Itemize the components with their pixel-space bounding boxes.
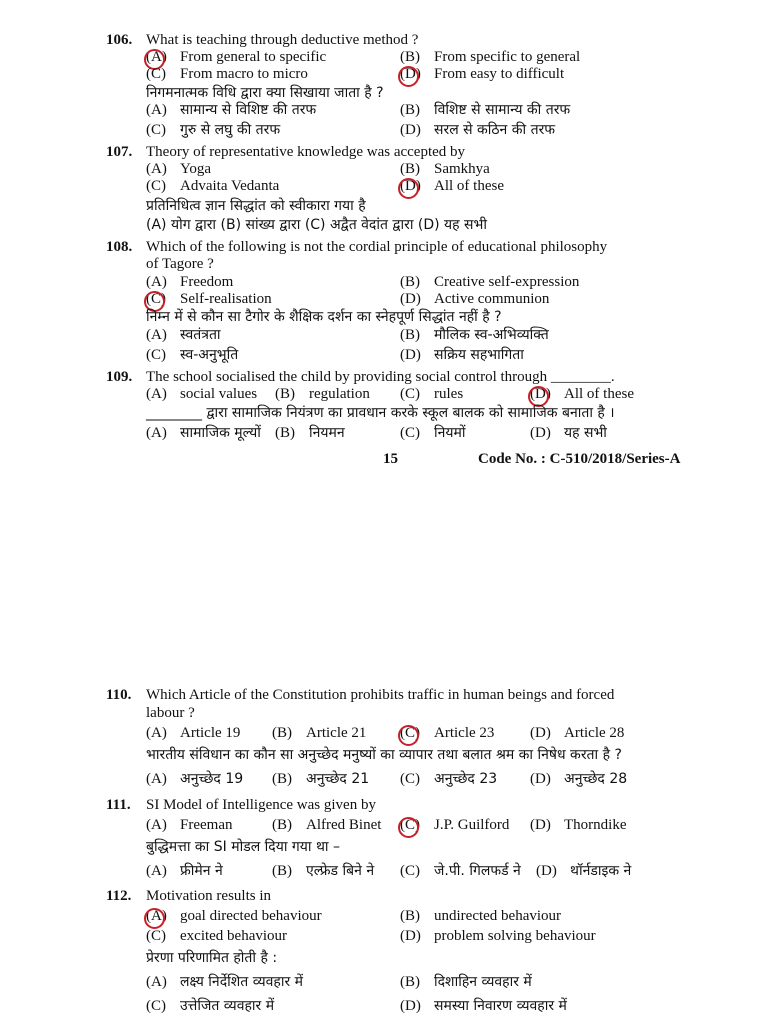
question-text-hi: ________ द्वारा सामाजिक नियंत्रण का प्रावधान करके स्कूल बालक को सामाजिक बनाता है । (146, 405, 615, 421)
option-a: (A) Yoga (146, 161, 211, 177)
option-d-hi: (D) सरल से कठिन की तरफ (400, 122, 556, 138)
question-text-hi: भारतीय संविधान का कौन सा अनुच्छेद मनुष्यों का व्यापार तथा बलात श्रम का निषेध करता है ? (146, 747, 622, 763)
option-a-hi: (A) अनुच्छेद 19 (146, 771, 244, 787)
option-c-hi: (C) स्व-अनुभूति (146, 347, 239, 363)
option-a-hi: (A) लक्ष्य निर्देशित व्यवहार में (146, 974, 303, 990)
question-text-en: The school socialised the child by providing social control through ________. (146, 369, 615, 385)
option-c: (C) From macro to micro (146, 66, 308, 82)
option-c: (C) Advaita Vedanta (146, 178, 280, 194)
question-text-en: Motivation results in (146, 888, 271, 904)
option-b-hi: (B) मौलिक स्व-अभिव्यक्ति (400, 327, 549, 343)
option-d: (D) Article 28 (530, 725, 625, 741)
question-text-hi: बुद्धिमत्ता का SI मोडल दिया गया था – (146, 839, 341, 855)
option-c: (C) rules (400, 386, 464, 402)
question-number: 106. (106, 32, 133, 48)
option-c-hi: (C) नियमों (400, 425, 466, 441)
option-a-hi: (A) सामाजिक मूल्यों (146, 425, 261, 441)
option-c: (C) Self-realisation (146, 291, 272, 307)
question-text-en-cont: labour ? (146, 705, 195, 721)
question-text-en: Theory of representative knowledge was accepted by (146, 144, 466, 160)
option-c-hi: (C) अनुच्छेद 23 (400, 771, 498, 787)
option-b: (B) undirected behaviour (400, 908, 562, 924)
question-text-en: What is teaching through deductive method ? (146, 32, 419, 48)
question-text-en: Which Article of the Constitution prohibits traffic in human beings and forced (146, 687, 615, 703)
option-a-hi: (A) स्वतंत्रता (146, 327, 221, 343)
option-a: (A) social values (146, 386, 258, 402)
question-number: 107. (106, 144, 133, 160)
option-a: (A) goal directed behaviour (146, 908, 322, 924)
option-d-hi: (D) यह सभी (530, 425, 607, 441)
option-b: (B) Alfred Binet (272, 817, 382, 833)
option-d: (D) Thorndike (530, 817, 627, 833)
question-text-hi: निम्न में से कौन सा टैगोर के शैक्षिक दर्शन का स्नेहपूर्ण सिद्धांत नहीं है ? (146, 309, 502, 325)
option-b-hi: (B) एल्फ्रेड बिने ने (272, 863, 375, 879)
option-b: (B) Samkhya (400, 161, 490, 177)
question-text-hi: प्रतिनिधित्व ज्ञान सिद्धांत को स्वीकारा गया है (146, 198, 366, 214)
option-d: (D) All of these (530, 386, 634, 402)
question-text-hi: निगमनात्मक विधि द्वारा क्या सिखाया जाता है ? (146, 85, 384, 101)
option-b-hi: (B) दिशाहिन व्यवहार में (400, 974, 532, 990)
option-b: (B) Creative self-expression (400, 274, 580, 290)
options-hi-line: (A) योग द्वारा (B) सांख्य द्वारा (C) अद्वैत वेदांत द्वारा (D) यह सभी (146, 217, 487, 233)
option-d-hi: (D) समस्या निवारण व्यवहार में (400, 998, 567, 1014)
question-number: 110. (106, 687, 132, 703)
question-number: 109. (106, 369, 133, 385)
option-c-hi: (C) उत्तेजित व्यवहार में (146, 998, 275, 1014)
option-c-hi: (C) जे.पी. गिलफर्ड ने (400, 863, 521, 879)
option-b-hi: (B) विशिष्ट से सामान्य की तरफ (400, 102, 571, 118)
option-c: (C) J.P. Guilford (400, 817, 510, 833)
option-d: (D) All of these (400, 178, 504, 194)
question-number: 108. (106, 239, 133, 255)
page-number: 15 (383, 451, 398, 467)
option-c-hi: (C) गुरु से लघु की तरफ (146, 122, 281, 138)
option-a: (A) From general to specific (146, 49, 327, 65)
option-d-hi: (D) थॉर्नडाइक ने (536, 863, 632, 879)
option-b-hi: (B) अनुच्छेद 21 (272, 771, 370, 787)
option-b: (B) regulation (275, 386, 370, 402)
question-text-hi: प्रेरणा परिणामित होती है : (146, 950, 278, 966)
option-d-hi: (D) सक्रिय सहभागिता (400, 347, 524, 363)
option-a: (A) Freedom (146, 274, 234, 290)
question-number: 111. (106, 797, 131, 813)
cropped-previous-line (146, 2, 476, 12)
option-d: (D) Active communion (400, 291, 550, 307)
option-a-hi: (A) फ्रीमेन ने (146, 863, 223, 879)
question-number: 112. (106, 888, 132, 904)
question-text-en: SI Model of Intelligence was given by (146, 797, 376, 813)
option-a: (A) Freeman (146, 817, 233, 833)
option-c: (C) excited behaviour (146, 928, 288, 944)
option-d: (D) From easy to difficult (400, 66, 565, 82)
option-b: (B) Article 21 (272, 725, 367, 741)
question-text-en: Which of the following is not the cordial principle of educational philosophy (146, 239, 608, 255)
code-number: Code No. : C-510/2018/Series-A (478, 451, 681, 467)
option-a-hi: (A) सामान्य से विशिष्ट की तरफ (146, 102, 317, 118)
option-b-hi: (B) नियमन (275, 425, 345, 441)
option-d-hi: (D) अनुच्छेद 28 (530, 771, 628, 787)
option-b: (B) From specific to general (400, 49, 581, 65)
option-d: (D) problem solving behaviour (400, 928, 596, 944)
option-a: (A) Article 19 (146, 725, 241, 741)
question-text-en-cont: of Tagore ? (146, 256, 214, 272)
option-c: (C) Article 23 (400, 725, 495, 741)
